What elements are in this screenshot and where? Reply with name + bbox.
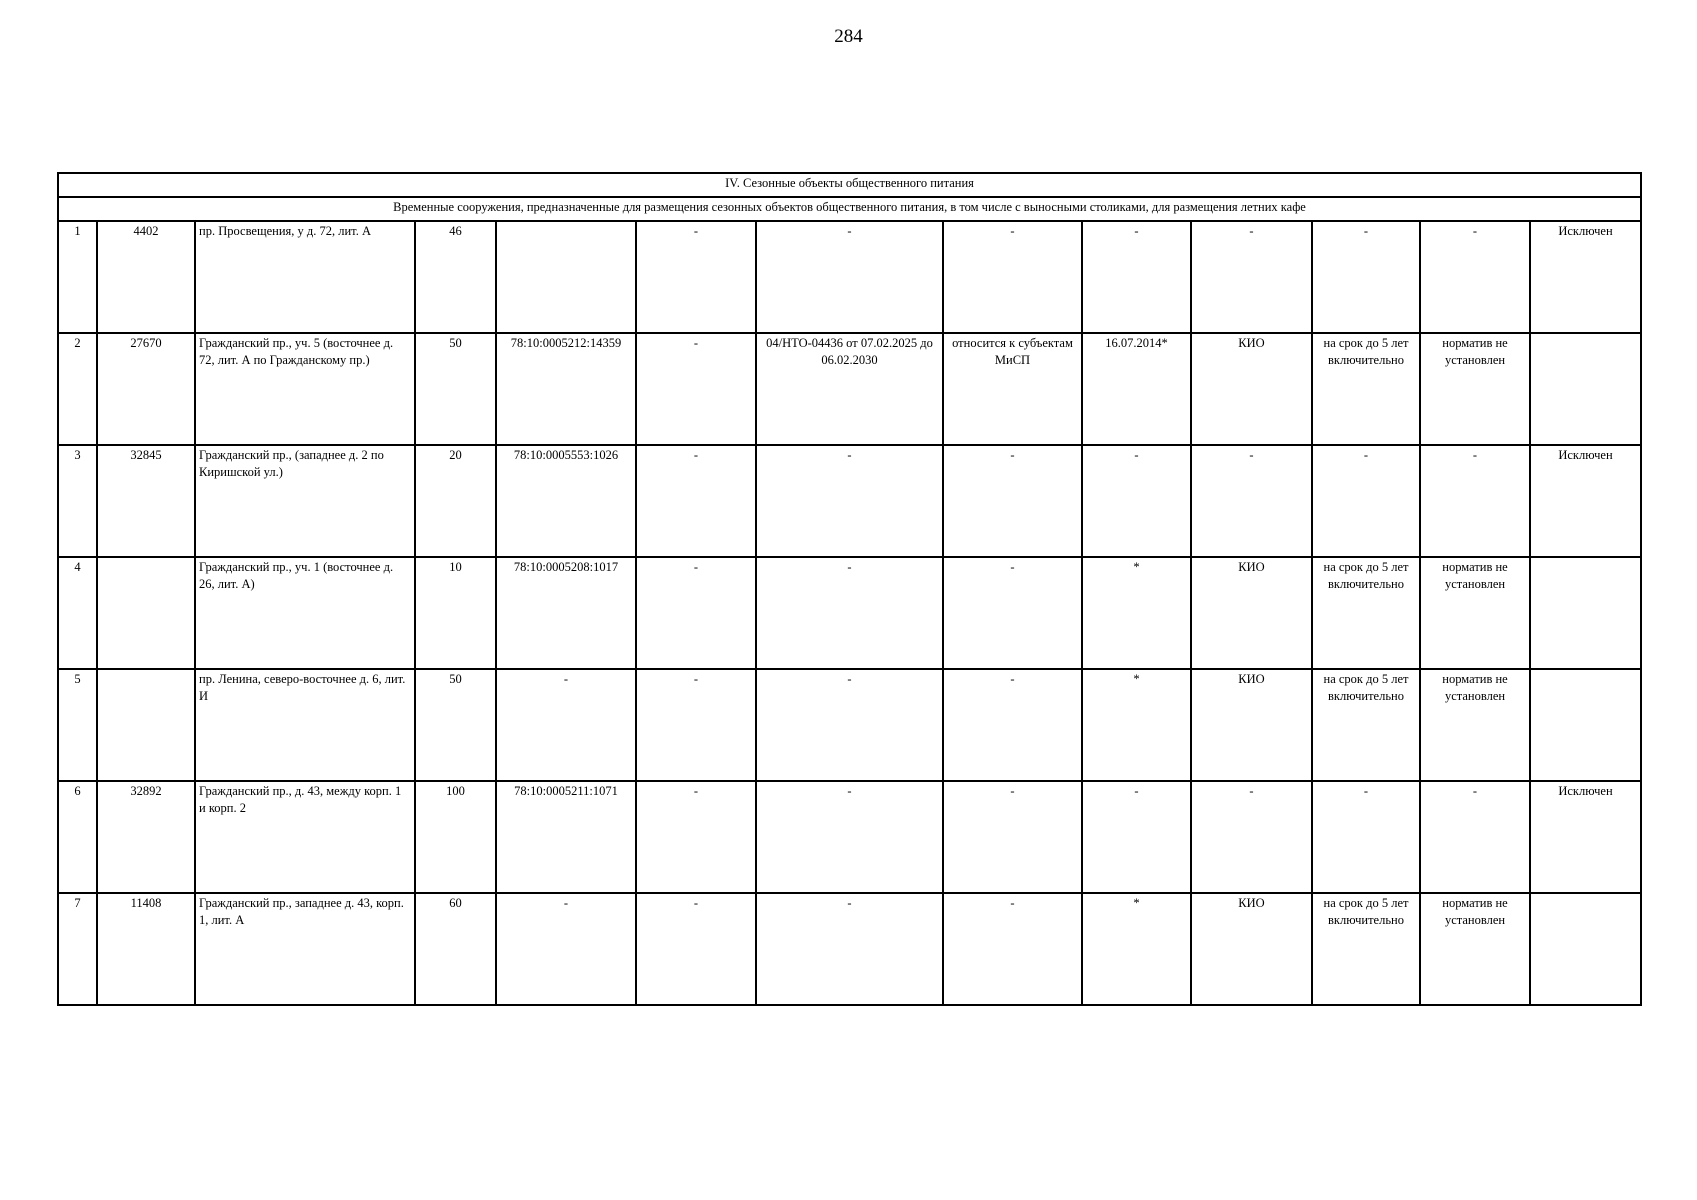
cell-date: *: [1082, 893, 1191, 1005]
table-row: [58, 557, 1641, 669]
cell-contract: -: [756, 893, 943, 1005]
cell-row-number: 4: [58, 557, 97, 669]
cell-area: 100: [415, 781, 496, 893]
cell-area: 46: [415, 221, 496, 333]
cell-term: на срок до 5 лет включительно: [1312, 669, 1420, 781]
cell-organization: -: [1191, 781, 1312, 893]
subsection-title: Временные сооружения, предназначенные для размещения сезонных объектов общественного питания, в том числе с выносными столиками, для размещения летних кафе: [58, 197, 1641, 221]
cell-object-id: 11408: [97, 893, 195, 1005]
cell-column-6: -: [636, 445, 756, 557]
cell-cadastral-number: 78:10:0005553:1026: [496, 445, 636, 557]
cell-cadastral-number: -: [496, 893, 636, 1005]
cell-address: пр. Ленина, северо-восточнее д. 6, лит. И: [195, 669, 415, 781]
cell-date: 16.07.2014*: [1082, 333, 1191, 445]
cell-norm: -: [1420, 221, 1530, 333]
cell-date: -: [1082, 445, 1191, 557]
cell-term: на срок до 5 лет включительно: [1312, 557, 1420, 669]
cell-norm: -: [1420, 781, 1530, 893]
cell-organization: -: [1191, 221, 1312, 333]
cell-organization: КИО: [1191, 669, 1312, 781]
cell-status: [1530, 333, 1641, 445]
cell-smb-status: -: [943, 221, 1082, 333]
cell-status: Исключен: [1530, 781, 1641, 893]
cell-cadastral-number: -: [496, 669, 636, 781]
table-row: [58, 781, 1641, 893]
cell-cadastral-number: 78:10:0005208:1017: [496, 557, 636, 669]
cell-object-id: 32845: [97, 445, 195, 557]
table-row: [58, 333, 1641, 445]
cell-row-number: 3: [58, 445, 97, 557]
cell-term: на срок до 5 лет включительно: [1312, 333, 1420, 445]
cell-contract: 04/НТО-04436 от 07.02.2025 до 06.02.2030: [756, 333, 943, 445]
register-table: [57, 172, 1642, 1006]
cell-date: *: [1082, 557, 1191, 669]
cell-norm: -: [1420, 445, 1530, 557]
cell-norm: норматив не установлен: [1420, 333, 1530, 445]
cell-date: -: [1082, 221, 1191, 333]
section-title-row: [58, 173, 1641, 197]
cell-date: *: [1082, 669, 1191, 781]
cell-norm: норматив не установлен: [1420, 557, 1530, 669]
cell-status: Исключен: [1530, 445, 1641, 557]
cell-row-number: 1: [58, 221, 97, 333]
cell-smb-status: -: [943, 669, 1082, 781]
subsection-title-row: [58, 197, 1641, 221]
cell-term: -: [1312, 221, 1420, 333]
cell-contract: -: [756, 781, 943, 893]
cell-norm: норматив не установлен: [1420, 893, 1530, 1005]
cell-status: [1530, 669, 1641, 781]
page-number: 284: [834, 26, 863, 47]
cell-contract: -: [756, 221, 943, 333]
cell-object-id: 4402: [97, 221, 195, 333]
cell-contract: -: [756, 445, 943, 557]
cell-smb-status: -: [943, 781, 1082, 893]
cell-status: [1530, 557, 1641, 669]
cell-organization: -: [1191, 445, 1312, 557]
cell-column-6: -: [636, 557, 756, 669]
cell-status: [1530, 893, 1641, 1005]
cell-address: пр. Просвещения, у д. 72, лит. А: [195, 221, 415, 333]
cell-column-6: -: [636, 333, 756, 445]
cell-row-number: 2: [58, 333, 97, 445]
cell-term: -: [1312, 781, 1420, 893]
cell-cadastral-number: 78:10:0005211:1071: [496, 781, 636, 893]
cell-row-number: 7: [58, 893, 97, 1005]
cell-address: Гражданский пр., д. 43, между корп. 1 и корп. 2: [195, 781, 415, 893]
cell-object-id: 27670: [97, 333, 195, 445]
cell-column-6: -: [636, 893, 756, 1005]
cell-smb-status: относится к субъектам МиСП: [943, 333, 1082, 445]
table-row: [58, 221, 1641, 333]
cell-organization: КИО: [1191, 893, 1312, 1005]
cell-address: Гражданский пр., уч. 5 (восточнее д. 72, лит. А по Гражданскому пр.): [195, 333, 415, 445]
cell-column-6: -: [636, 669, 756, 781]
cell-address: Гражданский пр., западнее д. 43, корп. 1, лит. А: [195, 893, 415, 1005]
cell-norm: норматив не установлен: [1420, 669, 1530, 781]
cell-contract: -: [756, 557, 943, 669]
cell-column-6: -: [636, 221, 756, 333]
cell-smb-status: -: [943, 893, 1082, 1005]
cell-status: Исключен: [1530, 221, 1641, 333]
cell-smb-status: -: [943, 557, 1082, 669]
table-body: [58, 173, 1641, 1005]
table-row: [58, 669, 1641, 781]
cell-smb-status: -: [943, 445, 1082, 557]
cell-object-id: [97, 557, 195, 669]
cell-area: 50: [415, 669, 496, 781]
section-title: IV. Сезонные объекты общественного питания: [58, 173, 1641, 197]
cell-cadastral-number: 78:10:0005212:14359: [496, 333, 636, 445]
cell-address: Гражданский пр., (западнее д. 2 по Киришской ул.): [195, 445, 415, 557]
cell-area: 50: [415, 333, 496, 445]
cell-area: 20: [415, 445, 496, 557]
cell-term: -: [1312, 445, 1420, 557]
cell-term: на срок до 5 лет включительно: [1312, 893, 1420, 1005]
table-row: [58, 893, 1641, 1005]
table-row: [58, 445, 1641, 557]
cell-object-id: [97, 669, 195, 781]
cell-area: 60: [415, 893, 496, 1005]
cell-row-number: 6: [58, 781, 97, 893]
cell-row-number: 5: [58, 669, 97, 781]
cell-address: Гражданский пр., уч. 1 (восточнее д. 26, лит. А): [195, 557, 415, 669]
cell-object-id: 32892: [97, 781, 195, 893]
cell-contract: -: [756, 669, 943, 781]
cell-cadastral-number: [496, 221, 636, 333]
cell-date: -: [1082, 781, 1191, 893]
cell-area: 10: [415, 557, 496, 669]
cell-column-6: -: [636, 781, 756, 893]
cell-organization: КИО: [1191, 333, 1312, 445]
cell-organization: КИО: [1191, 557, 1312, 669]
